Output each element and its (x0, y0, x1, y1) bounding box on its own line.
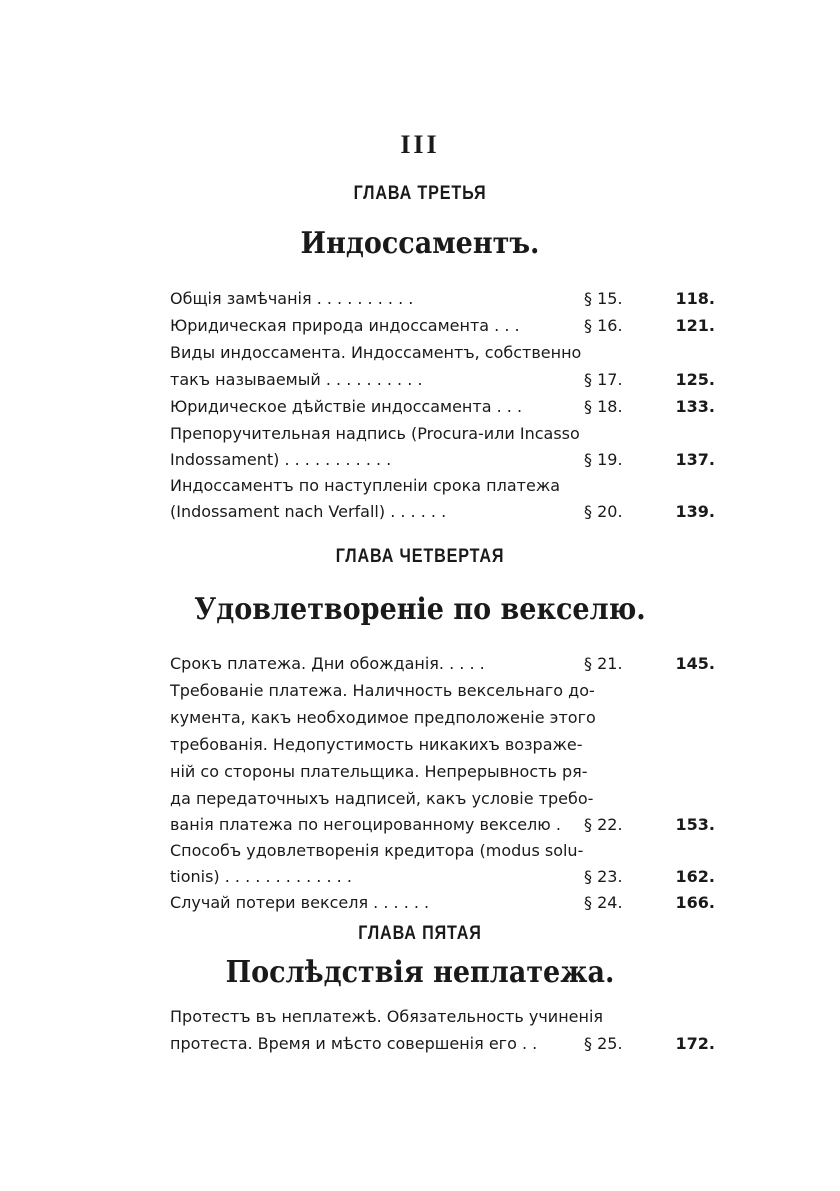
toc-entry-section: § 25. (584, 1034, 623, 1053)
chapter-4-heading: ГЛАВА ЧЕТВЕРТАЯ (335, 546, 505, 567)
toc-entry-section: § 15. (584, 289, 623, 308)
toc-entry-section: § 24. (584, 893, 623, 912)
toc-entry (170, 421, 715, 447)
toc-entry (170, 651, 715, 677)
toc-entry-section: § 17. (584, 370, 623, 389)
toc-entry (170, 473, 715, 499)
toc-entry-text: требованія. Недопустимость никакихъ возраже- (170, 735, 583, 754)
toc-entry (170, 1031, 715, 1057)
toc-entry (170, 286, 715, 312)
toc-entry-text: протеста. Время и мѣсто совершенія его . . (170, 1034, 538, 1053)
chapter-3-heading: ГЛАВА ТРЕТЬЯ (353, 183, 487, 204)
toc-entry-text: кумента, какъ необходимое предположеніе этого (170, 708, 596, 727)
toc-entry (170, 447, 715, 473)
toc-entry-text: ванія платежа по негоцированному векселю . (170, 815, 561, 834)
toc-entry-section: § 16. (584, 316, 623, 335)
toc-entry-text: ній со стороны плательщика. Непрерывность ря- (170, 762, 588, 781)
toc-entry-text: Юридическое дѣйствіе индоссамента . . . (170, 397, 523, 416)
toc-entry-page: 118. (675, 289, 715, 308)
toc-entry (170, 812, 715, 838)
toc-entry (170, 678, 715, 704)
toc-entry-text: Протестъ въ неплатежѣ. Обязательность учиненія (170, 1007, 604, 1026)
toc-entry-text: Общія замѣчанія . . . . . . . . . . (170, 289, 414, 308)
toc-entry-text: Случай потери векселя . . . . . . (170, 893, 430, 912)
toc-entry-text: Индоссаментъ по наступленіи срока платежа (170, 476, 561, 495)
toc-entry (170, 1004, 715, 1030)
toc-entry-page: 162. (675, 867, 715, 886)
toc-entry-text: Виды индоссамента. Индоссаментъ, собственно (170, 343, 582, 362)
toc-entry (170, 705, 715, 731)
toc-entry-page: 166. (675, 893, 715, 912)
toc-entry (170, 890, 715, 916)
toc-entry (170, 313, 715, 339)
toc-entry-page: 172. (675, 1034, 715, 1053)
toc-entry-page: 133. (675, 397, 715, 416)
toc-entry-page: 153. (675, 815, 715, 834)
toc-entry (170, 394, 715, 420)
toc-entry-text: Способъ удовлетворенія кредитора (modus solu- (170, 841, 584, 860)
toc-entry-page: 121. (675, 316, 715, 335)
toc-entry-page: 137. (675, 450, 715, 469)
toc-entry-text: Юридическая природа индоссамента . . . (170, 316, 520, 335)
toc-entry (170, 838, 715, 864)
toc-entry-section: § 20. (584, 502, 623, 521)
toc-entry-page: 125. (675, 370, 715, 389)
chapter-5-title: Послѣдствія неплатежа. (225, 955, 615, 990)
toc-entry-text: такъ называемый . . . . . . . . . . (170, 370, 423, 389)
toc-entry-text: Срокъ платежа. Дни обожданія. . . . . (170, 654, 485, 673)
toc-entry-section: § 19. (584, 450, 623, 469)
toc-entry-page: 139. (675, 502, 715, 521)
toc-entry (170, 367, 715, 393)
toc-entry (170, 759, 715, 785)
toc-entry (170, 732, 715, 758)
toc-entry-text: tionis) . . . . . . . . . . . . . (170, 867, 352, 886)
chapter-3-title: Индоссаментъ. (300, 226, 540, 261)
toc-entry-text: Требованіе платежа. Наличность вексельнаго до- (170, 681, 595, 700)
toc-entry-section: § 23. (584, 867, 623, 886)
toc-entry-text: (Indossament nach Verfall) . . . . . . (170, 502, 447, 521)
chapter-5-heading: ГЛАВА ПЯТАЯ (358, 923, 482, 944)
toc-entry-text: Indossament) . . . . . . . . . . . (170, 450, 392, 469)
toc-entry (170, 499, 715, 525)
toc-entry-text: да передаточныхъ надписей, какъ условіе требо- (170, 789, 594, 808)
toc-entry-section: § 18. (584, 397, 623, 416)
toc-entry (170, 786, 715, 812)
toc-entry-section: § 21. (584, 654, 623, 673)
toc-entry-text: Препоручительная надпись (Procura-или Incasso (170, 424, 580, 443)
toc-entry-page: 145. (675, 654, 715, 673)
chapter-4-title: Удовлетвореніе по векселю. (194, 592, 646, 627)
toc-entry (170, 864, 715, 890)
page-number: III (400, 130, 440, 159)
toc-entry-section: § 22. (584, 815, 623, 834)
toc-entry (170, 340, 715, 366)
